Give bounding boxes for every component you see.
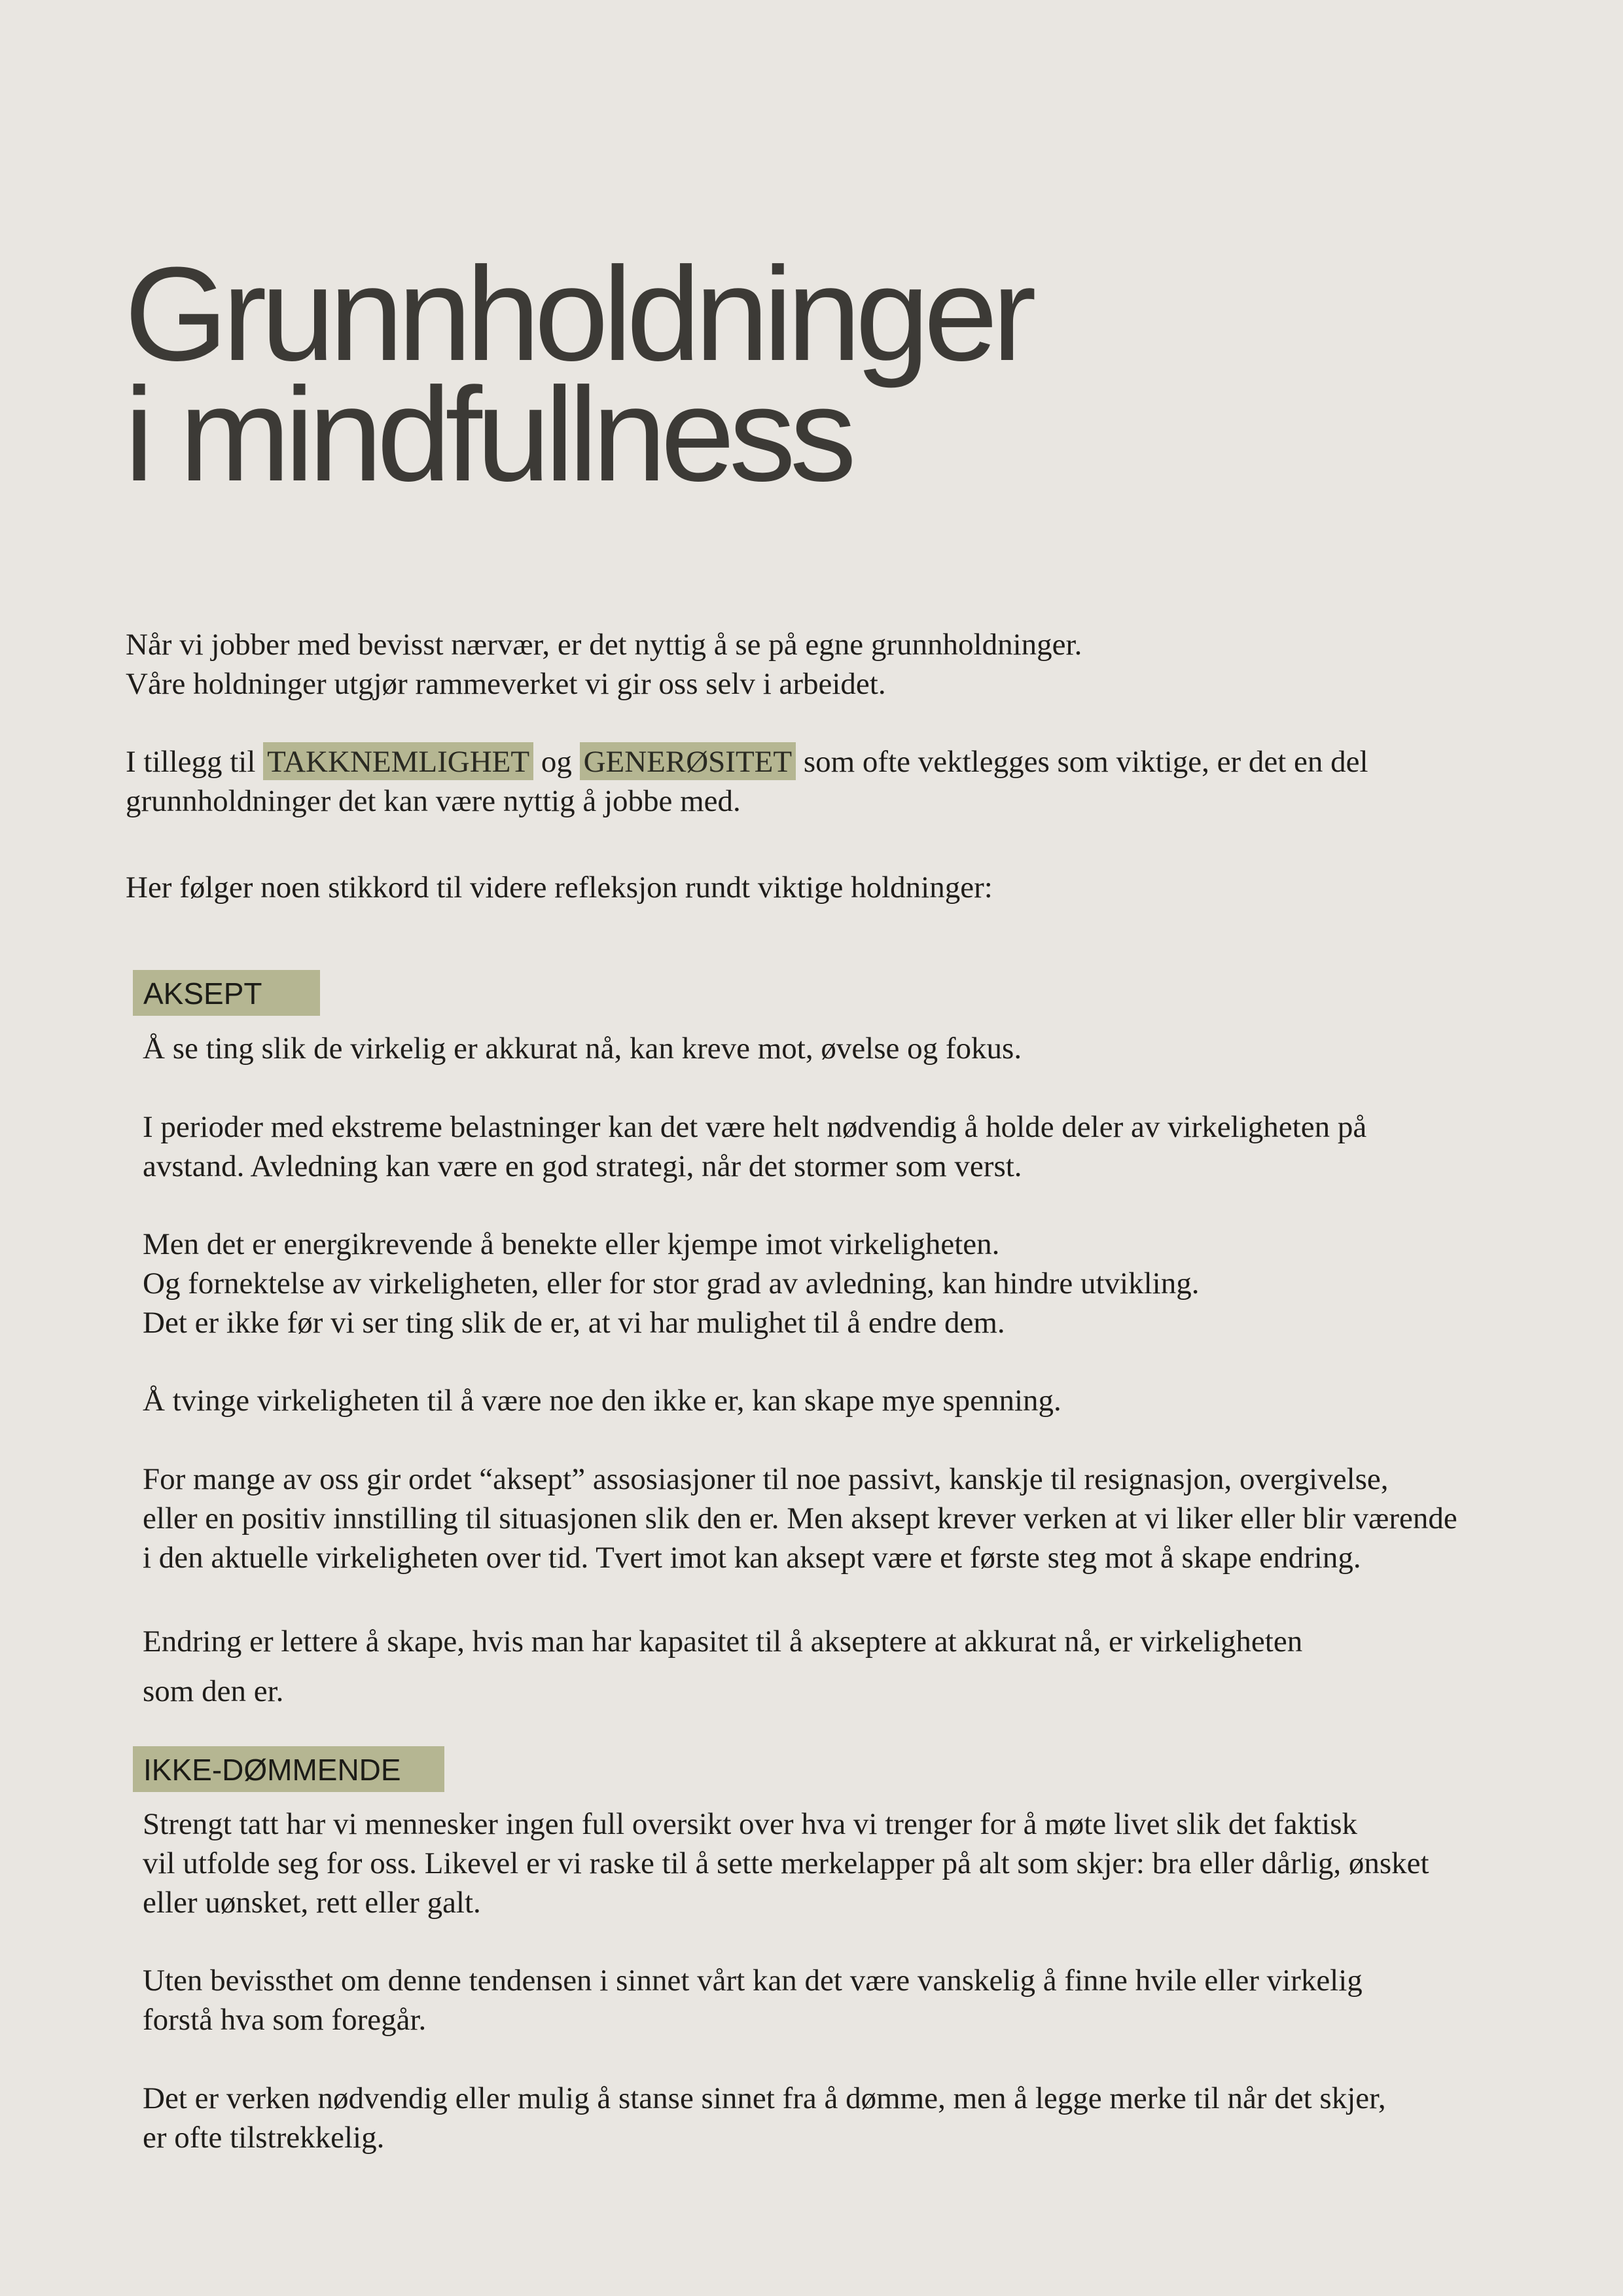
ikke-dommende-paragraph-1 [143, 1804, 1550, 1922]
intro-p2-text-before: I tillegg til [126, 745, 264, 779]
highlight-generositet: GENERØSITET [580, 742, 796, 780]
aksept-line: i den aktuelle virkeligheten over tid. Tvert imot kan aksept være et første steg mot å skape endring. [143, 1541, 1361, 1575]
title-line-2: i mindfullness [124, 360, 851, 509]
ikke-dommende-line: Strengt tatt har vi mennesker ingen full oversikt over hva vi trenger for å møte livet slik det faktisk [143, 1807, 1357, 1841]
aksept-line: avstand. Avledning kan være en god strategi, når det stormer som verst. [143, 1149, 1022, 1183]
intro-p2-text-after: som ofte vektlegges som viktige, er det en del [796, 745, 1368, 779]
highlight-takknemlighet: TAKKNEMLIGHET [263, 742, 533, 780]
aksept-line: Og fornektelse av virkeligheten, eller for stor grad av avledning, kan hindre utvikling. [143, 1266, 1200, 1300]
intro-paragraph-1 [126, 625, 1533, 704]
intro-p2-line-1 [126, 742, 1533, 781]
ikke-dommende-line: eller uønsket, rett eller galt. [143, 1886, 481, 1920]
ikke-dommende-line: er ofte tilstrekkelig. [143, 2121, 385, 2155]
ikke-dommende-paragraph-3 [143, 2079, 1550, 2157]
ikke-dommende-line: forstå hva som foregår. [143, 2003, 427, 2037]
aksept-paragraph-2 [143, 1107, 1550, 1186]
aksept-line: eller en positiv innstilling til situasjonen slik den er. Men aksept krever verken at vi liker eller blir værende [143, 1501, 1457, 1535]
intro-p1-line: Når vi jobber med bevisst nærvær, er det nyttig å se på egne grunnholdninger. [126, 628, 1082, 662]
ikke-dommende-line: Det er verken nødvendig eller mulig å stanse sinnet fra å dømme, men å legge merke til når det skjer, [143, 2081, 1386, 2115]
intro-p1-line: Våre holdninger utgjør rammeverket vi gir oss selv i arbeidet. [126, 667, 886, 701]
aksept-paragraph-5 [143, 1460, 1550, 1577]
intro-paragraph-3 [126, 868, 1533, 907]
aksept-line: For mange av oss gir ordet “aksept” assosiasjoner til noe passivt, kanskje til resignasjon, overgivelse, [143, 1462, 1389, 1496]
intro-p3-line: Her følger noen stikkord til videre refleksjon rundt viktige holdninger: [126, 870, 993, 905]
aksept-paragraph-3 [143, 1225, 1550, 1342]
intro-p2-text-middle: og [533, 745, 580, 779]
aksept-line: I perioder med ekstreme belastninger kan det være helt nødvendig å holde deler av virkeligheten på [143, 1110, 1367, 1144]
section-label-aksept: AKSEPT [133, 970, 320, 1016]
ikke-dommende-line: Uten bevissthet om denne tendensen i sinnet vårt kan det være vanskelig å finne hvile eller virkelig [143, 1964, 1363, 1998]
ikke-dommende-line: vil utfolde seg for oss. Likevel er vi raske til å sette merkelapper på alt som skjer: bra eller dårlig, ønsket [143, 1846, 1429, 1880]
aksept-line: Det er ikke før vi ser ting slik de er, at vi har mulighet til å endre dem. [143, 1306, 1005, 1340]
section-label-ikke-dommende: IKKE-DØMMENDE [133, 1746, 444, 1792]
aksept-line: Å se ting slik de virkelig er akkurat nå, kan kreve mot, øvelse og fokus. [143, 1031, 1022, 1066]
aksept-line: Endring er lettere å skape, hvis man har kapasitet til å akseptere at akkurat nå, er virkeligheten [143, 1624, 1303, 1659]
aksept-paragraph-1 [143, 1029, 1550, 1068]
aksept-line: Men det er energikrevende å benekte eller kjempe imot virkeligheten. [143, 1227, 1000, 1261]
title-line-1: Grunnholdninger [124, 240, 1031, 389]
aksept-paragraph-6 [143, 1617, 1550, 1716]
aksept-line: Å tvinge virkeligheten til å være noe den ikke er, kan skape mye spenning. [143, 1384, 1061, 1418]
intro-p2-line-2: grunnholdninger det kan være nyttig å jobbe med. [126, 784, 741, 818]
intro-paragraph-2 [126, 742, 1533, 821]
aksept-line: som den er. [143, 1674, 284, 1708]
aksept-paragraph-4 [143, 1381, 1550, 1420]
page-title [124, 240, 1031, 509]
ikke-dommende-paragraph-2 [143, 1961, 1550, 2039]
